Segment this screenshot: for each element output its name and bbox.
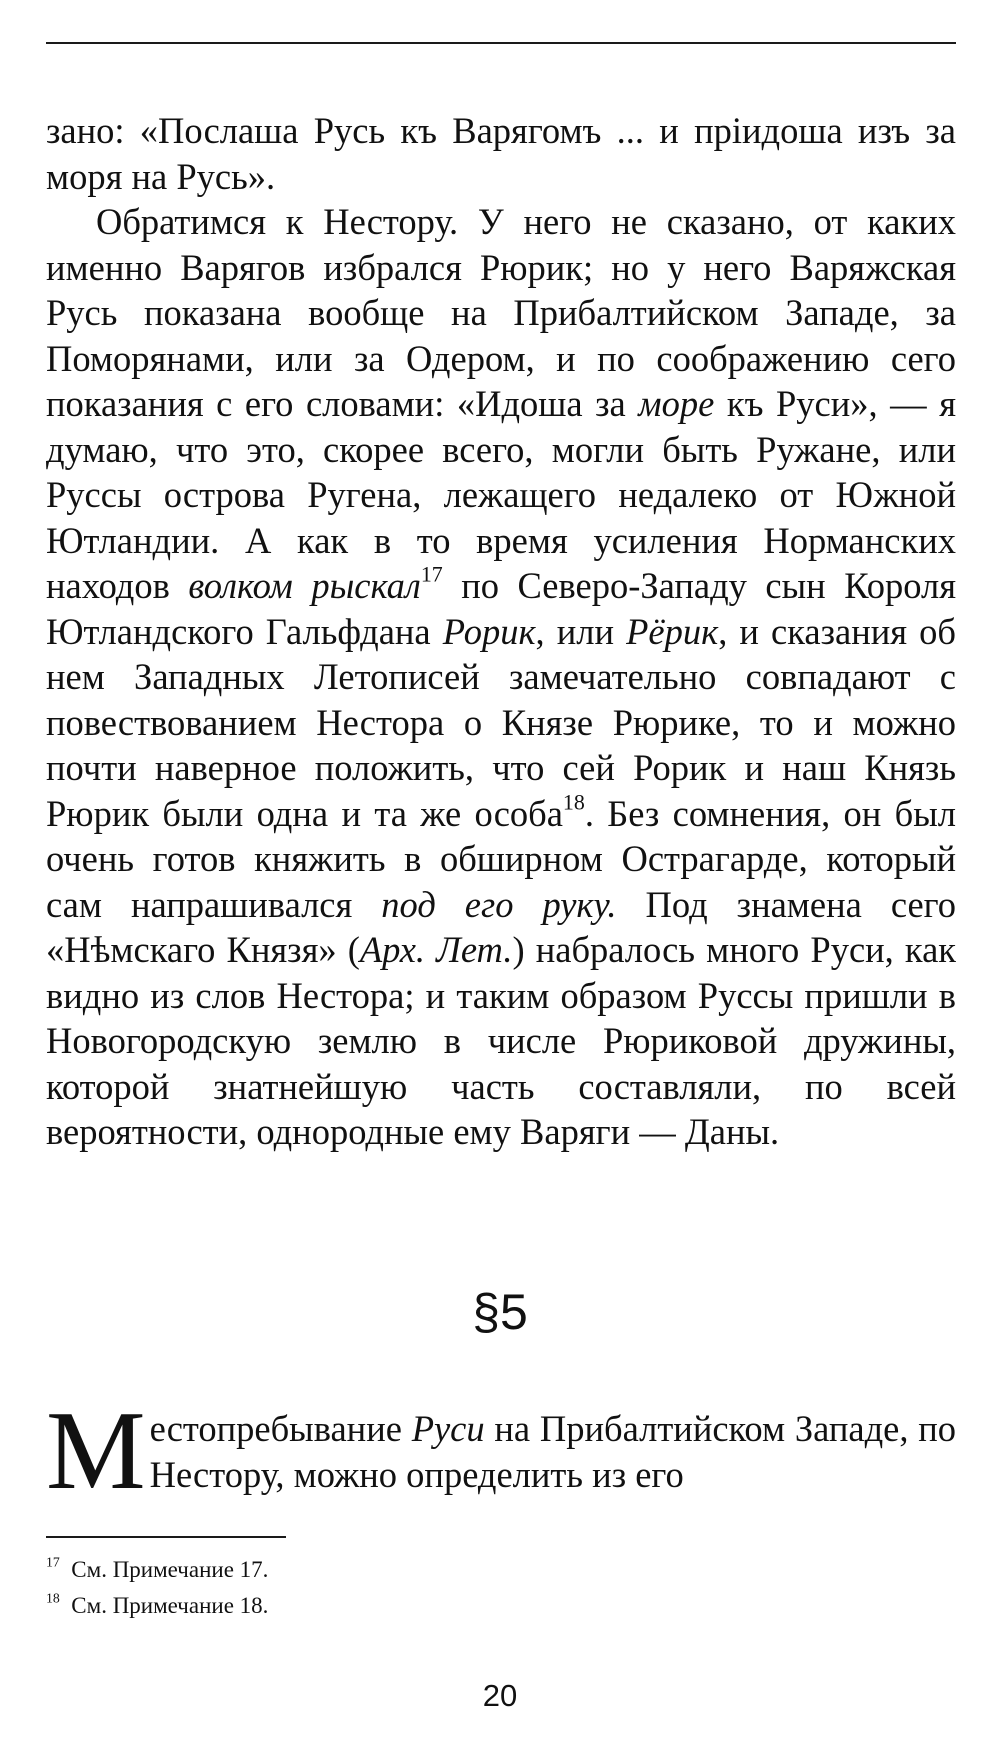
paragraph-1: зано: «Послаша Русь къ Варягомъ ... и пріидоша изъ за моря на Русь».: [46, 110, 956, 197]
footnote-ref-18[interactable]: 18: [562, 789, 585, 815]
footnote-number: 17: [46, 1554, 60, 1570]
text-run: къ Руси», — я думаю, что это, скорее всего, могли быть Ружане, или Руссы острова Ругена, лежащего недалеко от Южной Ютландии. А как в то время усиления Норманских находов: [46, 383, 956, 606]
section-paragraph: [46, 1389, 957, 1513]
italic-term: волком рыскал: [188, 565, 421, 606]
footnote-text: См. Примечание 17.: [71, 1557, 269, 1582]
page-number: 20: [482, 1678, 518, 1713]
text-run: Обратимся к Нестору. У него не сказано, от каких именно Варягов избрался Рюрик; но у него Варяжская Русь показана вообще на Прибалтийском Западе, за Поморянами, или за Одером, и по соображению сего показания с его словами: «Идоша за: [46, 201, 956, 424]
footnote-17: [46, 1552, 946, 1588]
text-run: по Северо-Западу сын Короля Ютландского Гальфдана: [46, 565, 956, 652]
drop-cap: М: [46, 1389, 146, 1513]
section-heading: §5: [472, 1284, 528, 1340]
footnote-rule: [46, 1536, 286, 1538]
footnote-text: См. Примечание 18.: [71, 1593, 269, 1618]
text-run: . Без сомнения, он был очень готов княжить в обширном Острагарде, который сам напрашивался: [46, 792, 956, 925]
paragraph-2: [46, 199, 956, 1155]
text-run: естопребывание: [149, 1408, 412, 1449]
footnotes: [46, 1552, 946, 1624]
header-rule: [46, 42, 956, 44]
main-text: [46, 108, 956, 1155]
italic-term: море: [638, 383, 715, 424]
footnote-ref-17[interactable]: 17: [420, 561, 443, 587]
footnote-number: 18: [46, 1590, 60, 1606]
text-run: на Прибалтийском Западе, по Нестору, можно определить из его: [149, 1408, 957, 1495]
italic-term: Рёрик: [626, 610, 719, 652]
italic-term: Руси: [411, 1408, 485, 1449]
text-run: , или: [535, 610, 627, 652]
text-run: , и сказания об нем Западных Летописей замечательно совпадают с повествованием Нестора о Князе Рюрике, то и можно почти наверное положить, что сей Рорик и наш Князь Рюрик были одна и та же особа: [46, 610, 956, 834]
italic-term: Арх. Лет.: [359, 929, 513, 970]
italic-term: под его руку.: [381, 883, 617, 925]
italic-term: Рорик: [442, 610, 536, 652]
footnote-18: [46, 1588, 946, 1624]
text-run: Под знамена сего «Нѣмскаго Князя» (: [46, 883, 956, 970]
text-run: ) набралось много Руси, как видно из слов Нестора; и таким образом Руссы пришли в Новогородскую землю в числе Рюриковой дружины, которой знатнейшую часть составляли, по всей вероятности, однородные ему Варяги — Даны.: [46, 929, 956, 1152]
